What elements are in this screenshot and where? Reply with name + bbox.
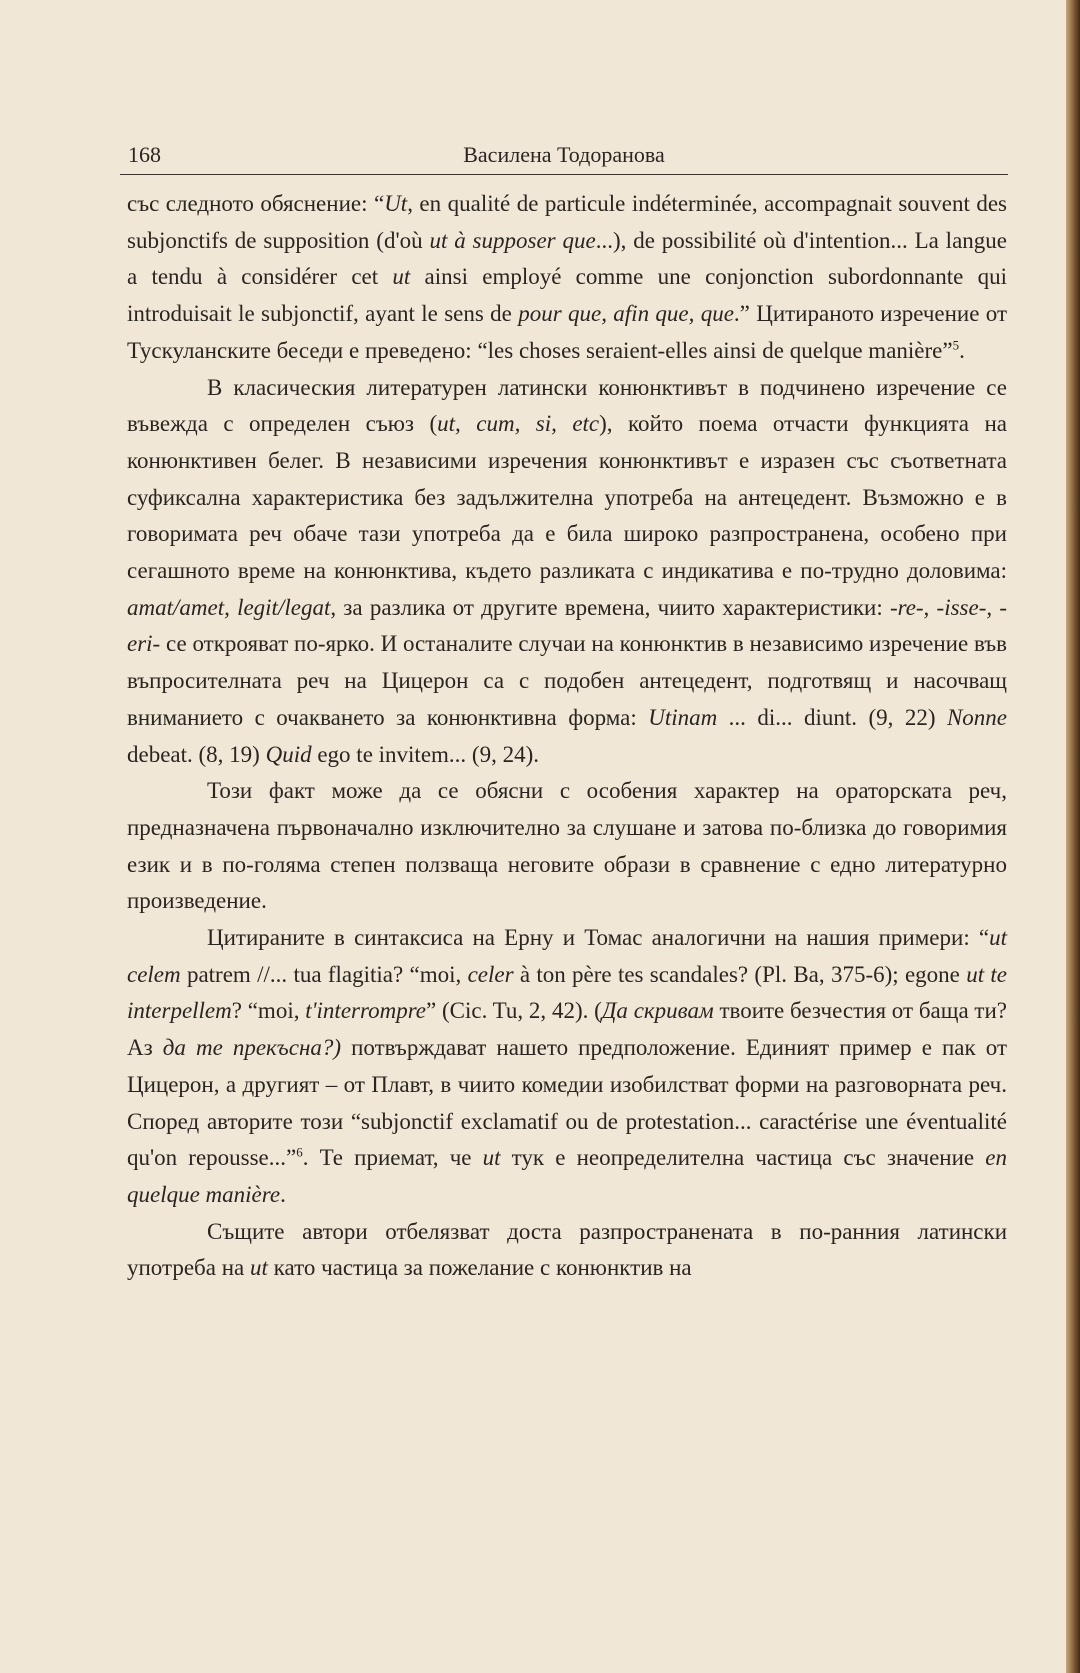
italic-text: Utinam [648,704,718,730]
italic-text: ut, cum, si, etc [437,411,600,437]
text-run: . Те приемат, че [302,1145,483,1171]
text-run: Цитираните в синтаксиса на Ерну и Томас аналогични на нашия примери: “ [207,925,990,951]
italic-text: ut te interpellem [127,961,1007,1024]
italic-text: ut à supposer que [429,227,596,253]
page-edge [1066,0,1080,1673]
italic-text: Quid [265,741,312,767]
paragraph [127,186,1007,370]
paragraph [127,1214,1007,1287]
italic-text: ut celem [127,925,1007,987]
text-run: потвърждават нашето предположение. Единият пример е пак от Цицерон, а другият – от Плавт, в чиито комедии изобилстват форми на разговорната реч. Според авторите този “subjonctif exclamatif ou de protestation... caractérise une éventualité qu'on repousse...” [127,1035,1007,1171]
italic-text: ut [482,1145,501,1171]
italic-text: Ut [384,191,408,216]
text-run: Същите автори отбелязват доста разпространената в по-ранния латински употреба на [127,1218,1007,1281]
italic-text: en quelque manière [127,1145,1007,1207]
text-run: твоите безчестия от баща ти? Аз [127,998,1007,1061]
text-run: ainsi employé comme une conjonction subordonnante qui introduisait le subjonctif, ayant le sens de [127,264,1008,327]
text-run: ? “moi, [231,998,306,1024]
italic-text: да те прекъсна?) [162,1035,342,1061]
italic-text: t'interrompre [305,998,426,1024]
paragraph [127,773,1007,920]
italic-text: Да скривам [601,998,714,1024]
running-head: Василена Тодоранова [463,142,665,167]
text-run: тук е неопределителна частица със значение [500,1145,986,1171]
italic-text: pour que, afin que, que [518,301,734,327]
text-run: като частица за пожелание с конюнктив на [267,1255,692,1281]
text-run: , за разлика от другите времена, чиито характеристики: [330,594,890,620]
page-header [120,140,1008,175]
text-run: . [959,337,965,363]
italic-text: Nonne [946,704,1007,730]
paragraph [127,920,1007,1214]
text-run: ego te invitem... (9, 24). [311,741,539,767]
text-run: В класическия литературен латински конюнктивът в подчинено изречение се въвежда с определен съюз ( [127,374,1007,437]
text-run: .” Цитираното изречение от Тускуланските беседи е преведено: “les choses seraient-elles ainsi de quelque manière” [127,301,1008,363]
text-run: , en qualité de particule indéterminée, accompagnait souvent des subjonctifs de supposition (d'où [127,191,1008,253]
footnote-ref: 6 [296,1144,303,1160]
page-number: 168 [128,142,161,167]
text-run: се открояват по-ярко. И останалите случаи на конюнктив в независимо изречение във въпросителната реч на Цицерон са с подобен антецедент, подготвящ и насочващ вниманието с очакването за конюнктивна форма: [127,631,1007,730]
italic-text: celer [467,961,514,987]
text-run: ... di... diunt. (9, 22) [717,704,947,730]
text-run: ” (Cic. Tu, 2, 42). ( [426,998,602,1024]
body-text [127,186,1007,1287]
text-run: ...), de possibilité où d'intention... La langue a tendu à considérer cet [127,227,1007,290]
text-run: . [280,1181,286,1207]
italic-text: amat/amet, legit/legat [127,594,331,620]
italic-text: ut [249,1255,268,1281]
footnote-ref: 5 [952,337,960,353]
italic-text: ut [392,264,411,290]
text-run: ), който поема отчасти функцията на конюнктивен белег. В независими изречения конюнктивът е изразен със съответната суфиксална характеристика без задължителна употреба на антецедент. Възможно е в говоримата реч обаче тази употреба да е била широко разпространена, особено при сегашното време на конюнктива, където разликата с индикатива е по-трудно доловима: [127,411,1007,584]
italic-text: -re-, -isse-, -eri- [127,594,1007,657]
text-run: Този факт може да се обясни с особения характер на ораторската реч, предназначена първоначално изключително за слушане и затова по-близка до говоримия език и в по-голяма степен ползваща неговите образи в сравнение с едно литературно произведение. [127,778,1007,914]
text-run: със следното обяснение: “ [127,191,385,216]
text-run: patrem //... tua flagitia? “moi, [180,961,468,987]
text-run: debeat. (8, 19) [127,741,266,767]
text-run: à ton père tes scandales? (Pl. Ba, 375-6); egone [513,961,967,987]
paragraph [127,370,1007,774]
